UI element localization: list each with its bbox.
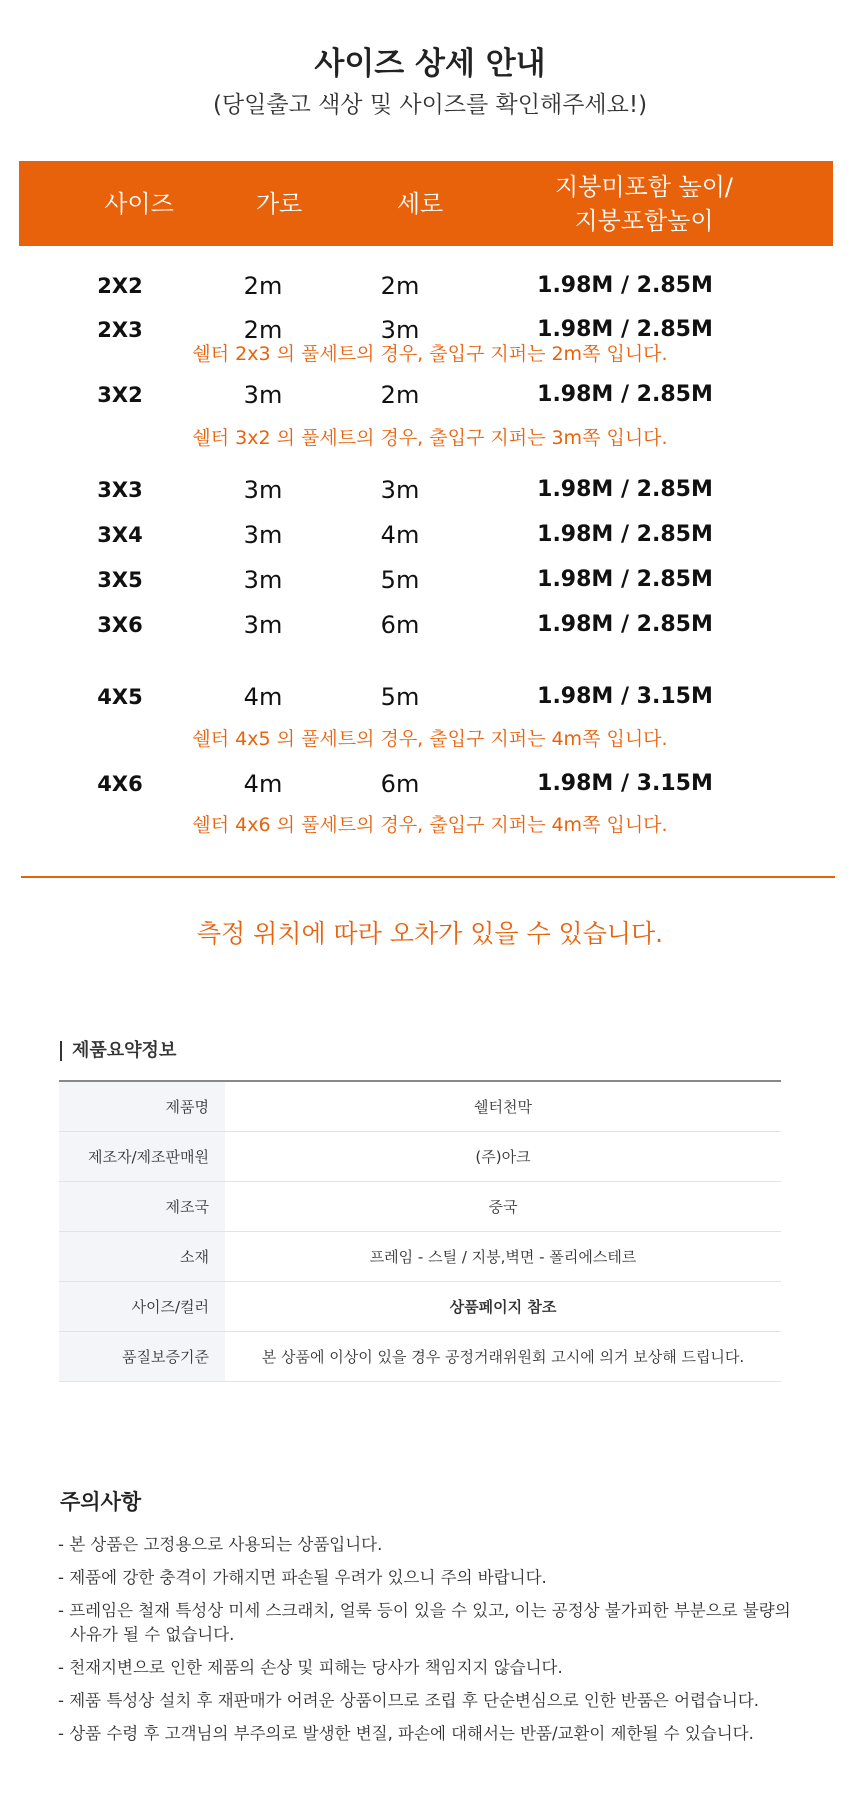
depth-cell: 6m bbox=[380, 770, 420, 798]
zipper-note: 쉘터 2x3 의 풀세트의 경우, 출입구 지퍼는 2m쪽 입니다. bbox=[192, 343, 668, 365]
page-subtitle: (당일출고 색상 및 사이즈를 확인해주세요!) bbox=[212, 92, 648, 118]
size-cell: 2X2 bbox=[97, 274, 143, 298]
list-item: - 프레임은 철재 특성상 미세 스크래치, 얼룩 등이 있을 수 있고, 이는 공정상 불가피한 부분으로 불량의 사유가 될 수 없습니다. bbox=[58, 1601, 791, 1644]
depth-cell: 5m bbox=[380, 566, 420, 594]
height-cell: 1.98M / 2.85M bbox=[537, 317, 713, 342]
table-row bbox=[59, 1282, 781, 1332]
section-divider bbox=[21, 876, 835, 878]
height-cell: 1.98M / 2.85M bbox=[537, 477, 713, 502]
size-cell: 3X4 bbox=[97, 523, 143, 547]
size-cell: 3X2 bbox=[97, 383, 143, 407]
height-cell: 1.98M / 2.85M bbox=[537, 273, 713, 298]
height-cell: 1.98M / 2.85M bbox=[537, 382, 713, 407]
summary-value: 쉘터천막 bbox=[474, 1098, 532, 1116]
table-row bbox=[59, 1182, 781, 1232]
depth-cell: 3m bbox=[380, 316, 420, 344]
summary-key: 사이즈/컬러 bbox=[59, 1282, 225, 1331]
size-row bbox=[0, 515, 860, 555]
width-cell: 3m bbox=[243, 566, 283, 594]
size-row bbox=[0, 470, 860, 510]
summary-value: 프레임 - 스틸 / 지붕,벽면 - 폴리에스테르 bbox=[369, 1248, 637, 1266]
product-summary-title: 제품요약정보 bbox=[60, 1041, 176, 1061]
zipper-note: 쉘터 3x2 의 풀세트의 경우, 출입구 지퍼는 3m쪽 입니다. bbox=[192, 427, 668, 449]
depth-cell: 4m bbox=[380, 521, 420, 549]
size-row bbox=[0, 764, 860, 804]
size-cell: 4X5 bbox=[97, 685, 143, 709]
caution-title: 주의사항 bbox=[60, 1490, 142, 1514]
summary-key: 제품명 bbox=[59, 1082, 225, 1131]
summary-key: 제조자/제조판매원 bbox=[59, 1132, 225, 1181]
table-row bbox=[59, 1332, 781, 1382]
summary-value: 중국 bbox=[488, 1198, 518, 1216]
tolerance-notice: 측정 위치에 따라 오차가 있을 수 있습니다. bbox=[196, 919, 664, 948]
product-summary-table bbox=[59, 1080, 781, 1382]
depth-cell: 2m bbox=[380, 272, 420, 300]
width-cell: 2m bbox=[243, 272, 283, 300]
width-cell: 3m bbox=[243, 521, 283, 549]
caution-list bbox=[58, 1533, 798, 1755]
summary-value: 상품페이지 참조 bbox=[449, 1298, 557, 1316]
height-cell: 1.98M / 2.85M bbox=[537, 567, 713, 592]
size-cell: 3X5 bbox=[97, 568, 143, 592]
col-header-height-line2: 지붕포함높이 bbox=[574, 206, 714, 235]
summary-value: 본 상품에 이상이 있을 경우 공정거래위원회 고시에 의거 보상해 드립니다. bbox=[261, 1348, 745, 1366]
width-cell: 2m bbox=[243, 316, 283, 344]
summary-key: 제조국 bbox=[59, 1182, 225, 1231]
col-header-width: 가로 bbox=[255, 189, 303, 218]
size-cell: 2X3 bbox=[97, 318, 143, 342]
col-header-height bbox=[509, 161, 779, 246]
size-cell: 3X6 bbox=[97, 613, 143, 637]
summary-key: 소재 bbox=[59, 1232, 225, 1281]
list-item: - 본 상품은 고정용으로 사용되는 상품입니다. bbox=[58, 1535, 383, 1554]
list-item: - 제품 특성상 설치 후 재판매가 어려운 상품이므로 조립 후 단순변심으로 인한 반품은 어렵습니다. bbox=[58, 1691, 760, 1710]
col-header-depth: 세로 bbox=[396, 189, 444, 218]
depth-cell: 5m bbox=[380, 683, 420, 711]
table-row bbox=[59, 1232, 781, 1282]
summary-key: 품질보증기준 bbox=[59, 1332, 225, 1381]
size-row bbox=[0, 266, 860, 306]
size-cell: 4X6 bbox=[97, 772, 143, 796]
height-cell: 1.98M / 3.15M bbox=[537, 771, 713, 796]
width-cell: 3m bbox=[243, 381, 283, 409]
height-cell: 1.98M / 3.15M bbox=[537, 684, 713, 709]
list-item: - 제품에 강한 충격이 가해지면 파손될 우려가 있으니 주의 바랍니다. bbox=[58, 1568, 547, 1587]
width-cell: 3m bbox=[243, 611, 283, 639]
table-row bbox=[59, 1082, 781, 1132]
width-cell: 4m bbox=[243, 683, 283, 711]
zipper-note: 쉘터 4x5 의 풀세트의 경우, 출입구 지퍼는 4m쪽 입니다. bbox=[192, 728, 668, 750]
depth-cell: 3m bbox=[380, 476, 420, 504]
width-cell: 3m bbox=[243, 476, 283, 504]
page-title: 사이즈 상세 안내 bbox=[314, 46, 546, 82]
table-row bbox=[59, 1132, 781, 1182]
size-row bbox=[0, 677, 860, 717]
depth-cell: 2m bbox=[380, 381, 420, 409]
col-header-height-line1: 지붕미포함 높이/ bbox=[554, 172, 733, 201]
height-cell: 1.98M / 2.85M bbox=[537, 522, 713, 547]
depth-cell: 6m bbox=[380, 611, 420, 639]
list-item: - 상품 수령 후 고객님의 부주의로 발생한 변질, 파손에 대해서는 반품/교환이 제한될 수 있습니다. bbox=[58, 1724, 754, 1743]
size-row bbox=[0, 560, 860, 600]
summary-value: (주)아크 bbox=[475, 1148, 531, 1166]
width-cell: 4m bbox=[243, 770, 283, 798]
size-cell: 3X3 bbox=[97, 478, 143, 502]
size-table-header bbox=[19, 161, 833, 246]
list-item: - 천재지변으로 인한 제품의 손상 및 피해는 당사가 책임지지 않습니다. bbox=[58, 1658, 563, 1677]
zipper-note: 쉘터 4x6 의 풀세트의 경우, 출입구 지퍼는 4m쪽 입니다. bbox=[192, 814, 668, 836]
height-cell: 1.98M / 2.85M bbox=[537, 612, 713, 637]
col-header-size: 사이즈 bbox=[104, 189, 174, 218]
size-row bbox=[0, 605, 860, 645]
size-row bbox=[0, 375, 860, 415]
